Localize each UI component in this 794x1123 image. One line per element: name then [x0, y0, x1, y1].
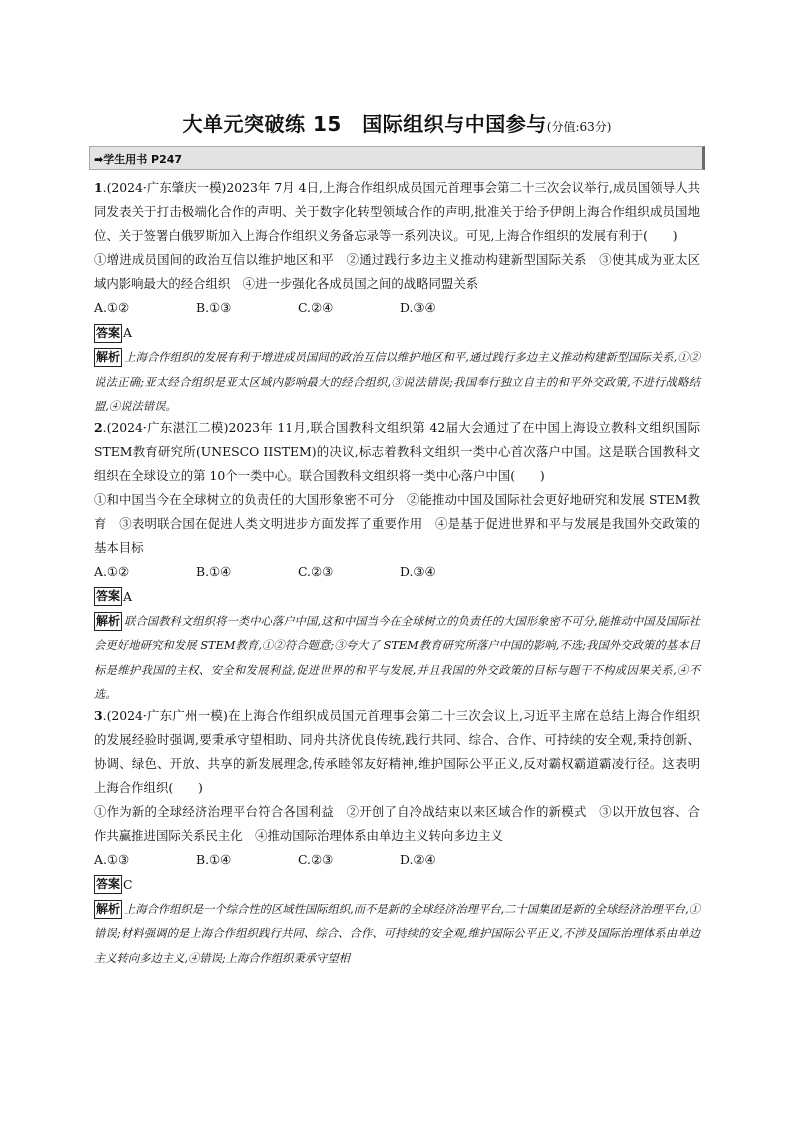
- question-options: ①和中国当今在全球树立的负责任的大国形象密不可分 ②能推动中国及国际社会更好地研究和发展 STEM教育 ③表明联合国在促进人类文明进步方面发挥了重要作用 ④是基于促进世界和平与发展是我国外交政策的基本目标: [94, 491, 700, 555]
- explanation-text: 上海合作组织的发展有利于增进成员国间的政治互信以维护地区和平,通过践行多边主义推动构建新型国际关系,①②说法正确;亚太经合组织是亚太区域内影响最大的经合组织,③说法错误;我国奉行独立自主的和平外交政策,不进行战略结盟,④说法错误。: [94, 351, 700, 413]
- choice-b: B.①③: [196, 300, 232, 315]
- explanation-tag: 解析: [94, 612, 122, 631]
- answer-row: [94, 586, 700, 608]
- title-score: (分值:63分): [546, 120, 612, 134]
- answer-row: [94, 322, 700, 344]
- answer-value: C: [123, 876, 133, 892]
- question-number: 1: [94, 180, 103, 195]
- student-book-ref-bar: [89, 146, 705, 170]
- question-stem-text: .(2024·广东肇庆一模)2023年 7月 4日,上海合作组织成员国元首理事会第二十三次会议举行,成员国领导人共同发表关于打击极端化合作的声明、关于数字化转型领域合作的声明,批准关于给予伊朗上海合作组织成员国地位、关于签署白俄罗斯加入上海合作组织义务备忘录等一系列决议。可见,上海合作组织的发展有利于( ): [94, 180, 700, 243]
- answer-tag: 答案: [94, 587, 122, 606]
- question-2: [94, 416, 700, 708]
- page-title: [0, 108, 794, 137]
- answer-tag: 答案: [94, 875, 122, 894]
- question-stem-text: .(2024·广东湛江二模)2023年 11月,联合国教科文组织第 42届大会通过了在中国上海设立教科文组织国际 STEM教育研究所(UNESCO IISTEM)的决议,标志着教科文组织一类中心首次落户中国。这是联合国教科文组织在全球设立的第 10个一类中心。联合国教科文组织将一类中心落户中国( ): [94, 419, 700, 483]
- explanation: [94, 346, 700, 420]
- choice-d: D.③④: [400, 563, 436, 579]
- answer-row: [94, 874, 700, 896]
- title-main: 大单元突破练 15 国际组织与中国参与: [182, 112, 547, 136]
- choice-a: A.①②: [94, 300, 130, 315]
- choice-list: [94, 848, 700, 872]
- choice-d: D.③④: [400, 300, 436, 315]
- answer-tag: 答案: [94, 324, 122, 343]
- choice-list: [94, 560, 700, 584]
- answer-value: A: [123, 325, 132, 340]
- choice-list: [94, 296, 700, 320]
- choice-b: B.①④: [196, 851, 232, 867]
- explanation-text: 上海合作组织是一个综合性的区域性国际组织,而不是新的全球经济治理平台,二十国集团是新的全球经济治理平台,①错误;材料强调的是上海合作组织践行共同、综合、合作、可持续的安全观,维护国际公平正义,不涉及国际治理体系由单边主义转向多边主义,④错误;上海合作组织秉承守望相: [94, 902, 700, 965]
- answer-value: A: [123, 588, 132, 604]
- question-stem: [94, 176, 700, 248]
- choice-a: A.①③: [94, 851, 130, 867]
- question-stem: [94, 416, 700, 488]
- question-number: 2: [94, 419, 103, 435]
- question-stem-text: .(2024·广东广州一模)在上海合作组织成员国元首理事会第二十三次会议上,习近平主席在总结上海合作组织的发展经验时强调,要秉承守望相助、同舟共济优良传统,践行共同、综合、合作、可持续的安全观,秉持创新、协调、绿色、开放、共享的新发展理念,传承睦邻友好精神,维护国际公平正义,反对霸权霸道霸凌行径。这表明上海合作组织( ): [94, 707, 700, 795]
- question-1: [94, 176, 700, 420]
- choice-a: A.①②: [94, 563, 130, 579]
- question-list: [94, 176, 700, 971]
- student-book-ref: ➡学生用书 P247: [94, 153, 183, 166]
- question-number: 3: [94, 707, 103, 723]
- choice-d: D.②④: [400, 851, 436, 867]
- choice-c: C.②④: [298, 300, 334, 315]
- explanation-tag: 解析: [94, 348, 122, 367]
- choice-b: B.①④: [196, 563, 232, 579]
- choice-c: C.②③: [298, 851, 334, 867]
- explanation-text: 联合国教科文组织将一类中心落户中国,这和中国当今在全球树立的负责任的大国形象密不可分,能推动中国及国际社会更好地研究和发展 STEM教育,①②符合题意;③夸大了 STEM教育研究所落户中国的影响,不选;我国外交政策的基本目标是维护我国的主权、安全和发展利益,促进世界的和平与发展,并且我国的外交政策的目标与题干不构成因果关系,④不选。: [94, 614, 700, 701]
- question-options: ①作为新的全球经济治理平台符合各国利益 ②开创了自冷战结束以来区域合作的新模式 ③以开放包容、合作共赢推进国际关系民主化 ④推动国际治理体系由单边主义转向多边主义: [94, 803, 700, 843]
- explanation: [94, 898, 700, 972]
- choice-c: C.②③: [298, 563, 334, 579]
- explanation-tag: 解析: [94, 900, 122, 919]
- question-options: ①增进成员国间的政治互信以维护地区和平 ②通过践行多边主义推动构建新型国际关系 ③使其成为亚太区域内影响最大的经合组织 ④进一步强化各成员国之间的战略同盟关系: [94, 252, 700, 291]
- explanation: [94, 610, 700, 708]
- question-3: [94, 704, 700, 972]
- question-stem: [94, 704, 700, 800]
